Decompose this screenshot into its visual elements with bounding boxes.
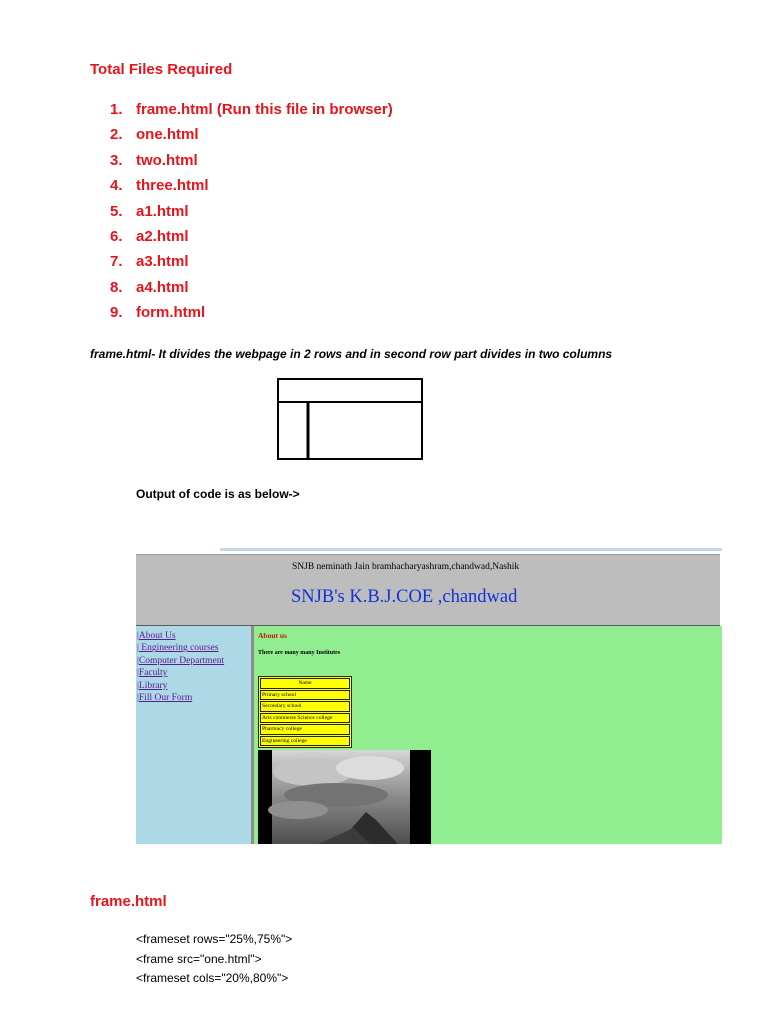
- table-row: [260, 690, 350, 701]
- code-line: <frameset rows="25%,75%">: [136, 932, 293, 946]
- list-item: 4. three.html: [110, 177, 209, 195]
- diagram-outer-frame: [278, 379, 422, 459]
- top-frame-title: SNJB's K.B.J.COE ,chandwad: [291, 587, 518, 607]
- table-row: [260, 724, 350, 735]
- table-cell: Secondary school: [260, 701, 350, 712]
- output-screenshot: [136, 548, 722, 844]
- nav-link-computer-department[interactable]: |Computer Department: [137, 655, 225, 666]
- table-header-cell: Name: [260, 678, 350, 689]
- code-line: <frameset cols="20%,80%">: [136, 971, 289, 985]
- list-item: 3. two.html: [110, 151, 198, 169]
- list-item: 6. a2.html: [110, 227, 189, 245]
- list-item: 5. a1.html: [110, 202, 189, 220]
- top-frame: [136, 554, 720, 627]
- file-name: form.html: [136, 304, 206, 322]
- nav-link-about-us[interactable]: |About Us: [137, 631, 176, 641]
- table-cell: Engineering college: [260, 736, 350, 747]
- table-row: [260, 736, 350, 747]
- table-cell: Arts commerse Science college: [260, 713, 350, 724]
- file-name: a2.html: [136, 227, 189, 245]
- list-item: 8. a4.html: [110, 278, 189, 296]
- file-name: one.html: [136, 126, 199, 144]
- list-item: 9. form.html: [110, 304, 206, 322]
- table-row: [260, 713, 350, 724]
- file-list: [110, 97, 393, 326]
- browser-strip: [220, 548, 722, 551]
- nav-link-library[interactable]: |Library: [137, 680, 168, 691]
- list-item: 7. a3.html: [110, 253, 189, 271]
- left-frame: [136, 626, 254, 844]
- file-name: a4.html: [136, 278, 189, 296]
- file-name: frame.html (Run this file in browser): [136, 101, 393, 118]
- output-label: Output of code is as below->: [136, 487, 300, 501]
- list-item: 2. one.html: [110, 126, 199, 144]
- heading-total-files: Total Files Required: [90, 61, 233, 78]
- nav-link-fill-our-form[interactable]: |Fill Our Form: [137, 693, 193, 704]
- cloud-photo-image: [258, 750, 431, 844]
- table-header-row: [260, 678, 350, 689]
- file-name: a3.html: [136, 253, 189, 271]
- top-frame-subtitle: SNJB neminath Jain bramhacharyashram,chandwad,Nashik: [292, 562, 520, 572]
- right-frame: [254, 626, 722, 844]
- about-title: About us: [258, 631, 287, 640]
- frame-layout-diagram: [277, 378, 423, 460]
- table-cell: Pharmacy college: [260, 724, 350, 735]
- file-name: two.html: [136, 151, 198, 169]
- code-line: <frame src="one.html">: [136, 952, 262, 966]
- section-heading-frame-html: frame.html: [90, 893, 167, 910]
- table-row: [260, 701, 350, 712]
- nav-link-faculty[interactable]: |Faculty: [137, 668, 168, 679]
- about-text: There are many many Institutes: [258, 650, 341, 656]
- nav-links: [136, 630, 224, 704]
- cloud-photo: [258, 750, 431, 844]
- file-name: three.html: [136, 177, 209, 195]
- frame-description: frame.html- It divides the webpage in 2 rows and in second row part divides in two columns: [90, 347, 613, 361]
- institutes-table: [258, 676, 352, 748]
- list-item: 1. frame.html (Run this file in browser): [110, 101, 393, 118]
- file-name: a1.html: [136, 202, 189, 220]
- nav-link-engineering-courses[interactable]: | Engineering courses: [137, 643, 219, 654]
- table-cell: Primary school: [260, 690, 350, 701]
